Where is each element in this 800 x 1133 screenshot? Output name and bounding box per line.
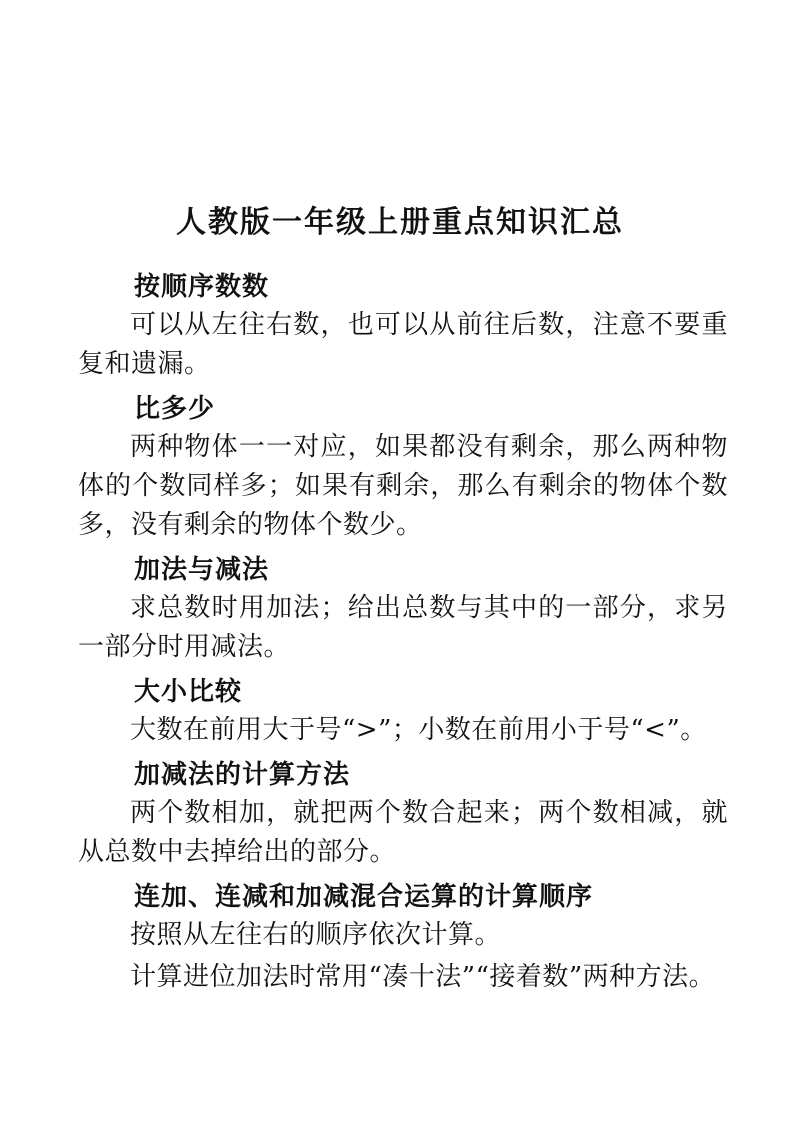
section-heading: 按顺序数数 [134, 272, 270, 302]
section-calculation-method [78, 756, 728, 872]
section-compare-quantity [78, 390, 728, 545]
section-paragraph: 大数在前用大于号“>”；小数在前用小于号“<”。 [130, 715, 707, 745]
section-paragraph: 求总数时用加法；给出总数与其中的一部分，求另一部分时用减法。 [78, 593, 728, 662]
section-paragraph: 计算进位加法时常用“凑十法”“接着数”两种方法。 [130, 962, 716, 992]
section-paragraph: 两个数相加，就把两个数合起来；两个数相减，就从总数中去掉给出的部分。 [78, 798, 728, 867]
section-heading: 加减法的计算方法 [134, 760, 351, 790]
section-paragraph: 按照从左往右的顺序依次计算。 [130, 920, 502, 950]
section-heading: 加法与减法 [134, 555, 270, 585]
section-heading: 连加、连减和加减混合运算的计算顺序 [134, 882, 594, 912]
section-paragraph: 可以从左往右数，也可以从前往后数，注意不要重复和遗漏。 [78, 310, 728, 379]
section-counting-in-order [78, 268, 728, 384]
document-body [78, 268, 728, 1003]
section-heading: 比多少 [134, 394, 216, 424]
section-addition-subtraction [78, 551, 728, 667]
section-size-comparison [78, 673, 728, 750]
document-title: 人教版一年级上册重点知识汇总 [176, 205, 624, 240]
section-heading: 大小比较 [134, 677, 243, 707]
section-paragraph: 两种物体一一对应，如果都没有剩余，那么两种物体的个数同样多；如果有剩余，那么有剩余的物体个数多，没有剩余的物体个数少。 [78, 432, 728, 540]
section-calculation-order [78, 878, 728, 997]
